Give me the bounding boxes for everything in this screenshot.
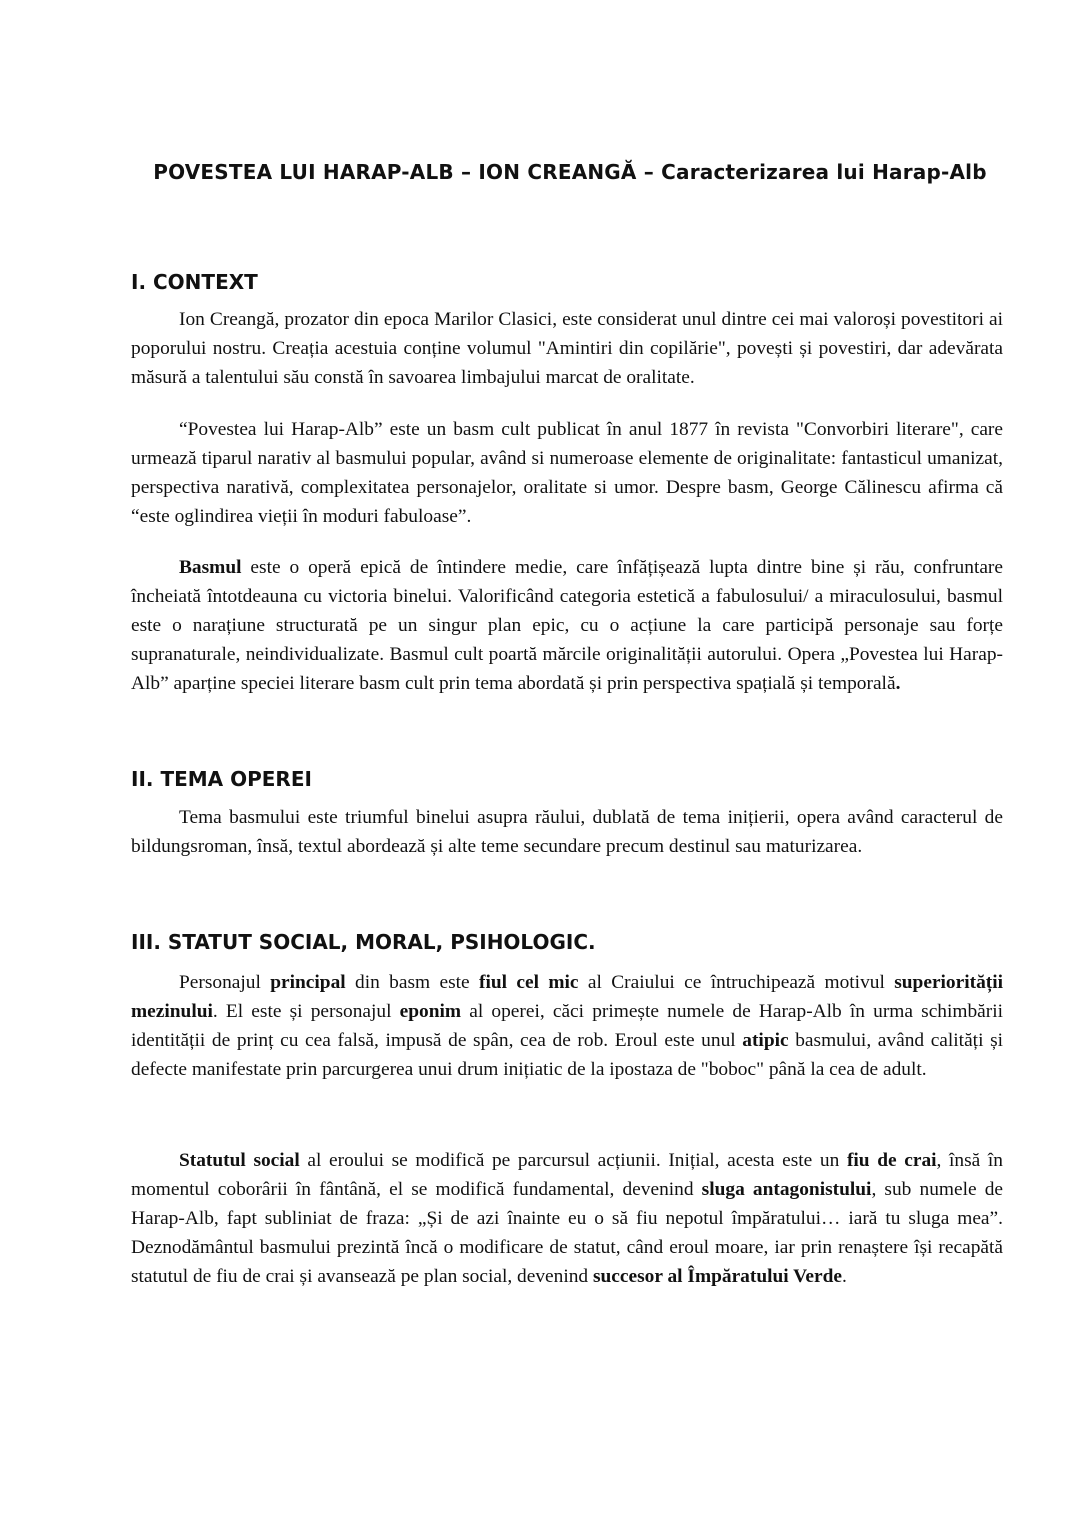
text-run: al Craiului ce întruchipează motivul	[578, 972, 895, 993]
section-heading-context: I. CONTEXT	[131, 270, 258, 294]
bold-term: Statutul social	[179, 1150, 300, 1171]
paragraph-statut-2	[131, 1146, 1003, 1291]
section-heading-tema: II. TEMA OPEREI	[131, 767, 312, 791]
document-title: POVESTEA LUI HARAP-ALB – ION CREANGĂ – Caracterizarea lui Harap-Alb	[153, 160, 987, 184]
text-run: “Povestea lui Harap-Alb” este un basm cult publicat în anul 1877 în revista "Convorbiri literare", care urmează tiparul narativ al basmului popular, având si numeroase elemente de originalitate: fantasticul umanizat, perspectiva narativă, complexitatea personajelor, oralitate si umor. Despre basm, George Călinescu afirma că “este oglindirea vieții în moduri fabuloase”.	[131, 419, 1003, 527]
text-run: Personajul	[179, 972, 271, 993]
bold-term: Basmul	[179, 557, 242, 578]
bold-term: .	[895, 673, 901, 694]
section-heading-statut: III. STATUT SOCIAL, MORAL, PSIHOLOGIC.	[131, 930, 596, 954]
text-run: . El este și personajul	[212, 1001, 400, 1022]
text-run: al eroului se modifică pe parcursul acțiunii. Inițial, acesta este un	[299, 1150, 847, 1171]
bold-term: succesor al Împăratului Verde	[592, 1266, 842, 1287]
text-run: , sub numele de Harap-Alb, fapt subliniat de fraza: „Și de azi înainte eu o să fiu nepotul împăratului… iară tu sluga mea”. Deznodământul basmului prezintă încă o modificare de statut, când eroul moare, iar prin renaștere își recapătă statutul de fiu de crai și avansează pe plan social, devenind	[131, 1179, 1003, 1287]
text-run: al operei, căci primește numele de Harap-Alb în urma schimbării identității de prinț cu cea falsă, impusă de spân, cea de rob. Eroul este unul	[131, 1001, 1004, 1051]
paragraph-context-2	[131, 415, 1003, 531]
bold-term: fiul cel mic	[479, 972, 579, 993]
bold-term: eponim	[399, 1001, 462, 1022]
bold-term: sluga antagonistului	[701, 1179, 872, 1200]
text-run: , însă în momentul coborârii în fântână, el se modifică fundamental, devenind	[131, 1150, 1003, 1200]
paragraph-tema-1	[131, 803, 1003, 861]
paragraph-context-1	[131, 305, 1003, 392]
text-run: Ion Creangă, prozator din epoca Marilor Clasici, este considerat unul dintre cei mai valoroși povestitori ai poporului nostru. Creația acestuia conține volumul "Amintiri din copilărie", povești și povestiri, dar adevărata măsură a talentului său constă în savoarea limbajului marcat de oralitate.	[131, 309, 1003, 388]
text-run: este o operă epică de întindere medie, care înfățișează lupta dintre bine și rău, confruntare încheiată întotdeauna cu victoria binelui. Valorificând categoria estetică a fabulosului/ a miraculosului, basmul este o narațiune structurată pe un singur plan epic, cu o acțiune la care participă personaje sau forțe supranaturale, neindividualizate. Basmul cult poartă mărcile originalității autorului. Opera „Povestea lui Harap-Alb” aparține speciei literare basm cult prin tema abordată și prin perspectiva spațială și temporală	[131, 557, 1003, 694]
paragraph-context-3	[131, 553, 1003, 698]
paragraph-statut-1	[131, 968, 1003, 1084]
bold-term: atipic	[742, 1030, 789, 1051]
bold-term: superiorității mezinului	[131, 972, 1004, 1022]
bold-term: fiu de crai	[846, 1150, 937, 1171]
text-run: basmului, având calități și defecte manifestate prin parcurgerea unui drum inițiatic de la ipostaza de "boboc" până la cea de adult.	[131, 1030, 1004, 1080]
text-run: Tema basmului este triumful binelui asupra răului, dublată de tema inițierii, opera având caracterul de bildungsroman, însă, textul abordează și alte teme secundare precum destinul sau maturizarea.	[131, 807, 1003, 857]
text-run: .	[842, 1266, 847, 1287]
bold-term: principal	[270, 972, 346, 993]
text-run: din basm este	[345, 972, 479, 993]
